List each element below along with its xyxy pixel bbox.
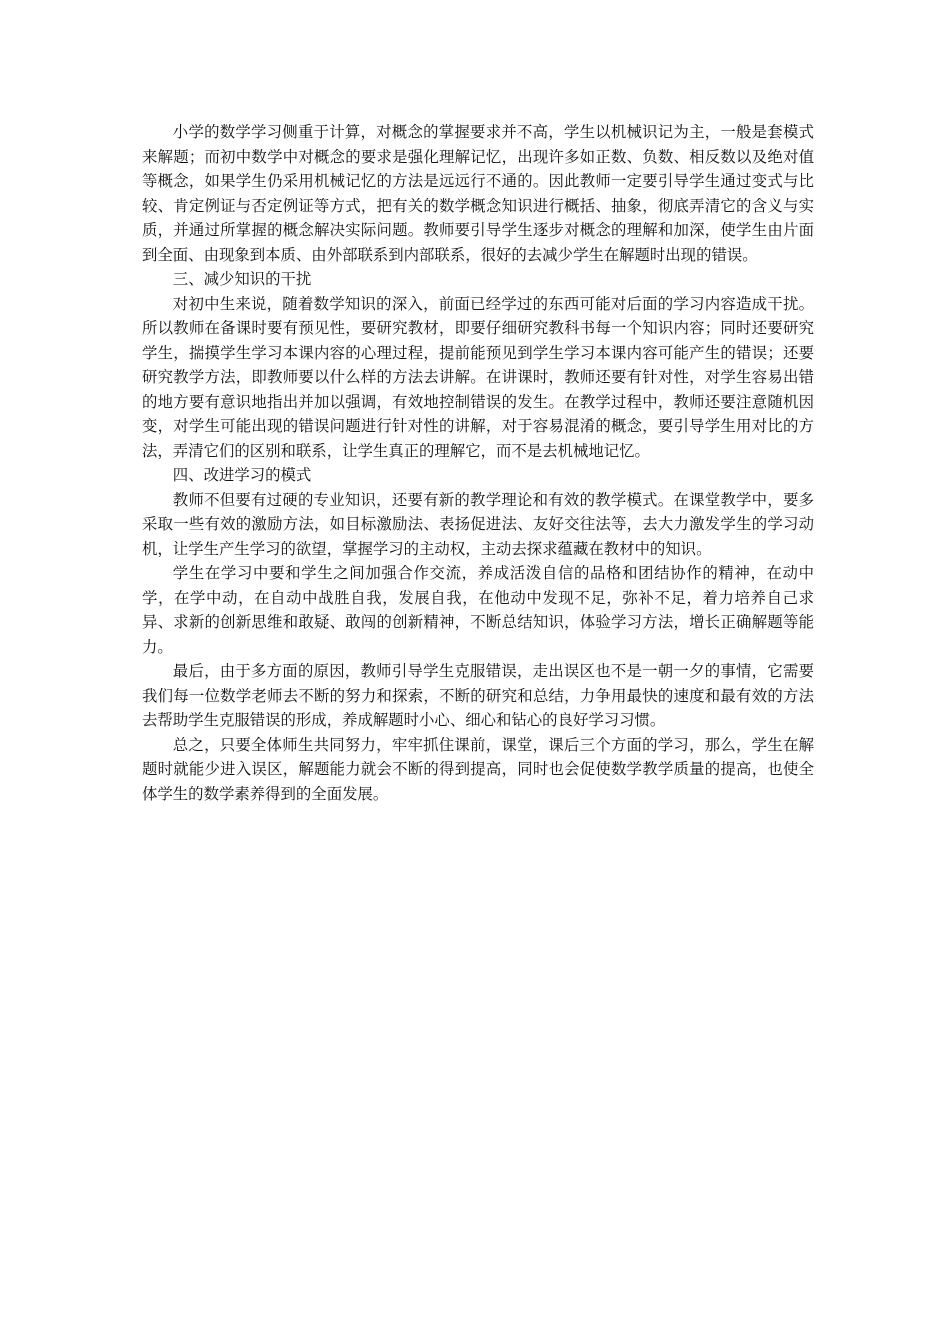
section-heading-improve-learning-mode: 四、改进学习的模式	[172, 466, 312, 484]
paragraph-finally: 最后，由于多方面的原因，教师引导学生克服错误，走出误区也不是一朝一夕的事情，它需要我们每一位数学老师去不断的努力和探索，不断的研究和总结，力争用最快的速度和最有效的方法去帮助学生克服错误的形成，养成解题时小心、细心和钻心的良好学习习惯。	[142, 662, 814, 729]
paragraph-reduce-interference: 对初中生来说，随着数学知识的深入，前面已经学过的东西可能对后面的学习内容造成干扰。所以教师在备课时要有预见性，要研究教材，即要仔细研究教科书每一个知识内容；同时还要研究学生，揣摸学生学习本课内容的心理过程，提前能预见到学生学习本课内容可能产生的错误；还要研究教学方法，即教师要以什么样的方法去讲解。在讲课时，教师还要有针对性，对学生容易出错的地方要有意识地指出并加以强调，有效地控制错误的发生。在教学过程中，教师还要注意随机因变，对学生可能出现的错误问题进行针对性的讲解，对于容易混淆的概念，要引导学生用对比的方法，弄清它们的区别和联系，让学生真正的理解它，而不是去机械地记忆。	[142, 294, 814, 460]
document-body	[142, 120, 814, 806]
section-heading-reduce-interference: 三、减少知识的干扰	[172, 270, 312, 288]
paragraph-concept-teaching: 小学的数学学习侧重于计算，对概念的掌握要求并不高，学生以机械识记为主，一般是套模式来解题；而初中数学中对概念的要求是强化理解记忆，出现许多如正数、负数、相反数以及绝对值等概念，如果学生仍采用机械记忆的方法是远远行不通的。因此教师一定要引导学生通过变式与比较、肯定例证与否定例证等方式，把有关的数学概念知识进行概括、抽象，彻底弄清它的含义与实质，并通过所掌握的概念解决实际问题。教师要引导学生逐步对概念的理解和加深，使学生由片面到全面、由现象到本质、由外部联系到内部联系，很好的去减少学生在解题时出现的错误。	[142, 123, 814, 264]
paragraph-cooperation: 学生在学习中要和学生之间加强合作交流，养成活泼自信的品格和团结协作的精神，在动中学，在学中动，在自动中战胜自我，发展自我，在他动中发现不足，弥补不足，着力培养自己求异、求新的创新思维和敢疑、敢闯的创新精神，不断总结知识，体验学习方法，增长正确解题等能力。	[142, 564, 814, 656]
paragraph-teaching-mode: 教师不但要有过硬的专业知识，还要有新的教学理论和有效的教学模式。在课堂教学中，要多采取一些有效的激励方法，如目标激励法、表扬促进法、友好交往法等，去大力激发学生的学习动机，让学生产生学习的欲望，掌握学习的主动权，主动去探求蕴藏在教材中的知识。	[142, 490, 814, 558]
paragraph-conclusion: 总之，只要全体师生共同努力，牢牢抓住课前，课堂，课后三个方面的学习，那么，学生在解题时就能少进入误区，解题能力就会不断的得到提高，同时也会促使数学教学质量的提高，也使全体学生的数学素养得到的全面发展。	[142, 735, 814, 803]
